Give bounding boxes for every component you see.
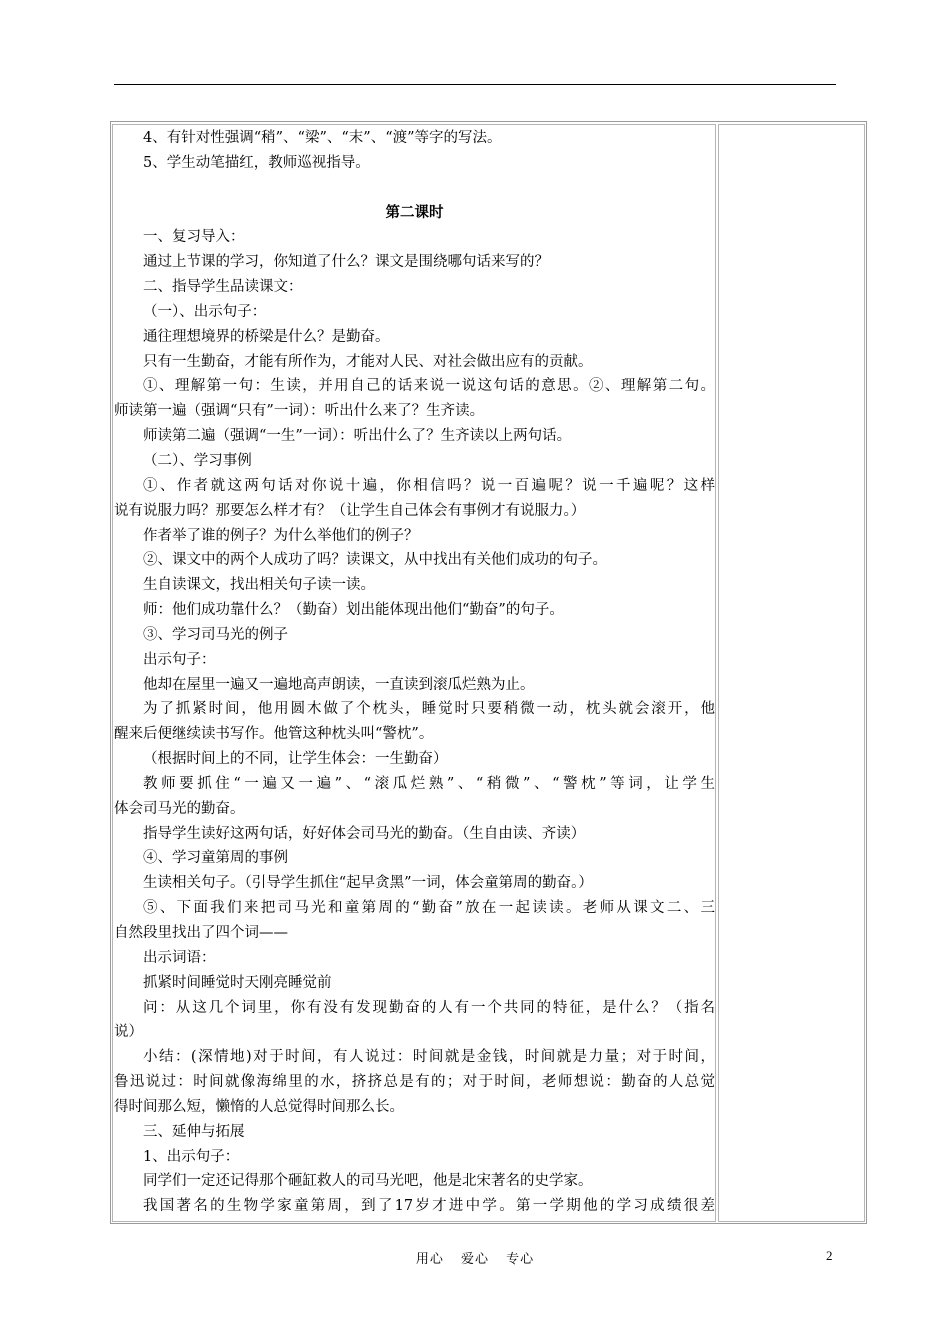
text-line: 师：他们成功靠什么？（勤奋）划出能体现出他们“勤奋”的句子。	[143, 602, 564, 619]
text-line: 鲁迅说过：时间就像海绵里的水，挤挤总是有的；对于时间，老师想说：勤奋的人总觉	[114, 1074, 715, 1091]
text-line: 自然段里找出了四个词——	[114, 925, 288, 941]
text-line: ①、理解第一句：生读，并用自己的话来说一说这句话的意思。②、理解第二句。	[143, 378, 715, 395]
text-line: 说有说服力吗？那要怎么样才有？（让学生自己体会有事例才有说服力。）	[114, 502, 586, 519]
text-line: 说）	[114, 1024, 143, 1041]
text-line: 同学们一定还记得那个砸缸救人的司马光吧，他是北宋著名的史学家。	[143, 1173, 593, 1190]
text-line: （二）、学习事例	[143, 452, 252, 469]
text-line: 问：从这几个词里，你有没有发现勤奋的人有一个共同的特征，是什么？（指名	[143, 999, 715, 1016]
text-line: 5、学生动笔描红，教师巡视指导。	[143, 154, 370, 171]
blank-line	[114, 176, 715, 201]
text-line: 他却在屋里一遍又一遍地高声朗读，一直读到滚瓜烂熟为止。	[143, 676, 535, 693]
text-line: 二、指导学生品读课文：	[143, 279, 303, 296]
text-line: ④、学习童第周的事例	[143, 850, 288, 867]
text-line: 小结：(深情地)对于时间，有人说过：时间就是金钱，时间就是力量；对于时间，	[143, 1049, 715, 1066]
text-line: 出示词语：	[143, 949, 216, 966]
text-line: 为了抓紧时间，他用圆木做了个枕头，睡觉时只要稍微一动，枕头就会滚开，他	[143, 701, 715, 718]
text-line: 生自读课文，找出相关句子读一读。	[143, 577, 375, 594]
text-line: （一）、出示句子：	[143, 303, 267, 320]
section-title: 第二课时	[385, 203, 444, 221]
text-line: 通往理想境界的桥梁是什么？是勤奋。	[143, 328, 390, 345]
text-line: 作者举了谁的例子？为什么举他们的例子？	[143, 527, 419, 544]
footer-motto: 用心 爱心 专心	[415, 1252, 535, 1267]
text-line: 我国著名的生物学家童第周，到了17岁才进中学。第一学期他的学习成绩很差	[143, 1198, 715, 1215]
text-line: ②、课文中的两个人成功了吗？读课文，从中找出有关他们成功的句子。	[143, 552, 607, 569]
text-line: 三、延伸与拓展	[143, 1123, 245, 1140]
lesson-text	[114, 126, 715, 1219]
text-line: 醒来后便继续读书写作。他管这种枕头叫“警枕”。	[114, 726, 434, 743]
text-line: （根据时间上的不同，让学生体会：一生勤奋）	[143, 751, 448, 768]
header-rule	[114, 84, 836, 85]
text-line: 1、出示句子：	[143, 1148, 240, 1165]
text-line: 师读第一遍（强调“只有”一词）：听出什么来了？生齐读。	[114, 403, 485, 420]
text-line: ③、学习司马光的例子	[143, 626, 288, 643]
text-line: 只有一生勤奋，才能有所作为，才能对人民、对社会做出应有的贡献。	[143, 353, 593, 370]
text-line: 得时间那么短，懒惰的人总觉得时间那么长。	[114, 1098, 404, 1115]
text-line: 教师要抓住“一遍又一遍”、“滚瓜烂熟”、“稍微”、“警枕”等词，让学生	[143, 775, 715, 792]
text-line: ①、作者就这两句话对你说十遍，你相信吗？说一百遍呢？说一千遍呢？这样	[143, 477, 715, 494]
text-line: 一、复习导入：	[143, 229, 245, 246]
text-line: 4、有针对性强调“稍”、“梁”、“末”、“渡”等字的写法。	[143, 130, 502, 146]
text-line: 指导学生读好这两句话，好好体会司马光的勤奋。（生自由读、齐读）	[143, 825, 586, 842]
text-line: 抓紧时间睡觉时天刚亮睡觉前	[143, 974, 332, 991]
text-line: 出示句子：	[143, 651, 216, 668]
text-line: 生读相关句子。（引导学生抓住“起早贪黑”一词，体会童第周的勤奋。）	[143, 875, 593, 892]
text-line: 师读第二遍（强调“一生”一词）：听出什么了？生齐读以上两句话。	[143, 428, 572, 445]
page-number: 2	[826, 1248, 833, 1263]
notes-cell	[718, 124, 865, 1222]
text-line: ⑤、下面我们来把司马光和童第周的“勤奋”放在一起读读。老师从课文二、三	[143, 900, 715, 917]
text-line: 体会司马光的勤奋。	[114, 800, 245, 817]
text-line: 通过上节课的学习，你知道了什么？课文是围绕哪句话来写的？	[143, 254, 549, 271]
